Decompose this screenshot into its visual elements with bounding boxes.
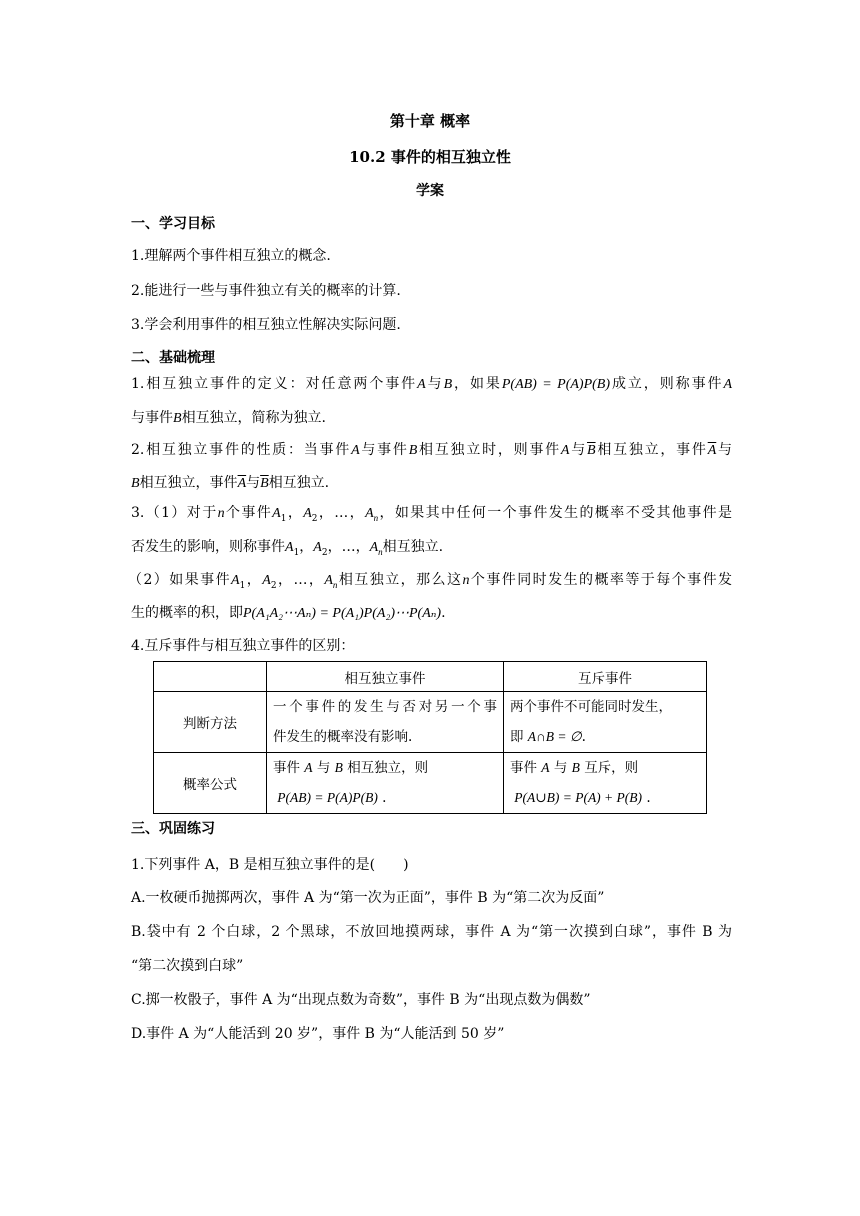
- option-c: C.掷一枚骰子，事件 A 为“出现点数为奇数”，事件 B 为“出现点数为偶数”: [131, 992, 591, 1008]
- independence-n-line-1: 3.（1）对于n个事件$A_1$，$A_2$，…，$A_n$，如果其中任何一个事件发生的概率不受其他事件是: [131, 505, 733, 524]
- definition-line-1: 1.相互独立事件的定义：对任意两个事件A与B，如果P(AB) = P(A)P(B)成立，则称事件A: [131, 376, 733, 392]
- definition-line-2: 与事件B相互独立，简称为独立.: [131, 410, 327, 426]
- property-line-1: 2.相互独立事件的性质：当事件A与事件B相互独立时，则事件A与$\overline{B}$相互独立，事件$\overline{A}$与: [131, 442, 733, 458]
- heading-learning-goals: 一、学习目标: [131, 216, 215, 232]
- table-row-label-formula: 概率公式: [154, 753, 267, 814]
- heading-practice: 三、巩固练习: [131, 821, 215, 837]
- table-cell-method-independent: 一个事件的发生与否对另一个事 件发生的概率没有影响.: [267, 692, 504, 753]
- subtitle: 学案: [416, 183, 444, 199]
- heading-basics: 二、基础梳理: [131, 350, 215, 366]
- option-a: A.一枚硬币抛掷两次，事件 A 为“第一次为正面”，事件 B 为“第二次为反面”: [131, 890, 605, 906]
- table-cell-formula-independent: 事件 A 与 B 相互独立，则 P(AB) = P(A)P(B) .: [267, 753, 504, 814]
- option-d: D.事件 A 为“人能活到 20 岁”，事件 B 为“人能活到 50 岁”: [131, 1026, 505, 1042]
- section-title: 10.2 事件的相互独立性: [349, 148, 511, 166]
- table-cell-formula-exclusive: 事件 A 与 B 互斥，则 P(A∪B) = P(A) + P(B) .: [504, 753, 707, 814]
- question-1: 1.下列事件 A，B 是相互独立事件的是( ): [131, 857, 409, 873]
- independence-n-line-2: 否发生的影响，则称事件$A_1$，$A_2$，…，$A_n$相互独立.: [131, 539, 444, 558]
- comparison-table: [153, 661, 707, 814]
- table-header-row: [154, 662, 707, 692]
- option-b-line-2: “第二次摸到白球”: [131, 958, 244, 974]
- property-line-2: B相互独立，事件$\overline{A}$与$\overline{B}$相互独立.: [131, 475, 330, 491]
- independence-n-line-3: （2）如果事件$A_1$，$A_2$，…，$A_n$相互独立，那么这n个事件同时发生的概率等于每个事件发: [128, 572, 733, 591]
- table-cell-method-exclusive: 两个事件不可能同时发生， 即 A∩B = ∅.: [504, 692, 707, 753]
- table-row-method: [154, 692, 707, 753]
- table-header-exclusive: 互斥事件: [504, 662, 707, 692]
- goal-item-1: 1.理解两个事件相互独立的概念.: [131, 248, 331, 264]
- table-header-independent: 相互独立事件: [267, 662, 504, 692]
- independence-n-line-4: 生的概率的积，即P(A₁A₂⋯Aₙ) = P(A₁)P(A₂)⋯P(Aₙ).: [131, 605, 446, 621]
- chapter-title: 第十章 概率: [389, 112, 471, 130]
- table-row-label-method: 判断方法: [154, 692, 267, 753]
- definition-formula: P(AB) = P(A)P(B): [501, 377, 611, 392]
- product-formula: P(A₁A₂⋯Aₙ) = P(A₁)P(A₂)⋯P(Aₙ): [243, 606, 442, 621]
- goal-item-3: 3.学会利用事件的相互独立性解决实际问题.: [131, 317, 401, 333]
- option-b-line-1: B.袋中有 2 个白球，2 个黑球，不放回地摸两球，事件 A 为“第一次摸到白球”，事件 B 为: [131, 924, 732, 940]
- table-corner-cell: [154, 662, 267, 692]
- table-row-formula: [154, 753, 707, 814]
- difference-intro: 4.互斥事件与相互独立事件的区别：: [131, 638, 355, 654]
- goal-item-2: 2.能进行一些与事件独立有关的概率的计算.: [131, 283, 401, 299]
